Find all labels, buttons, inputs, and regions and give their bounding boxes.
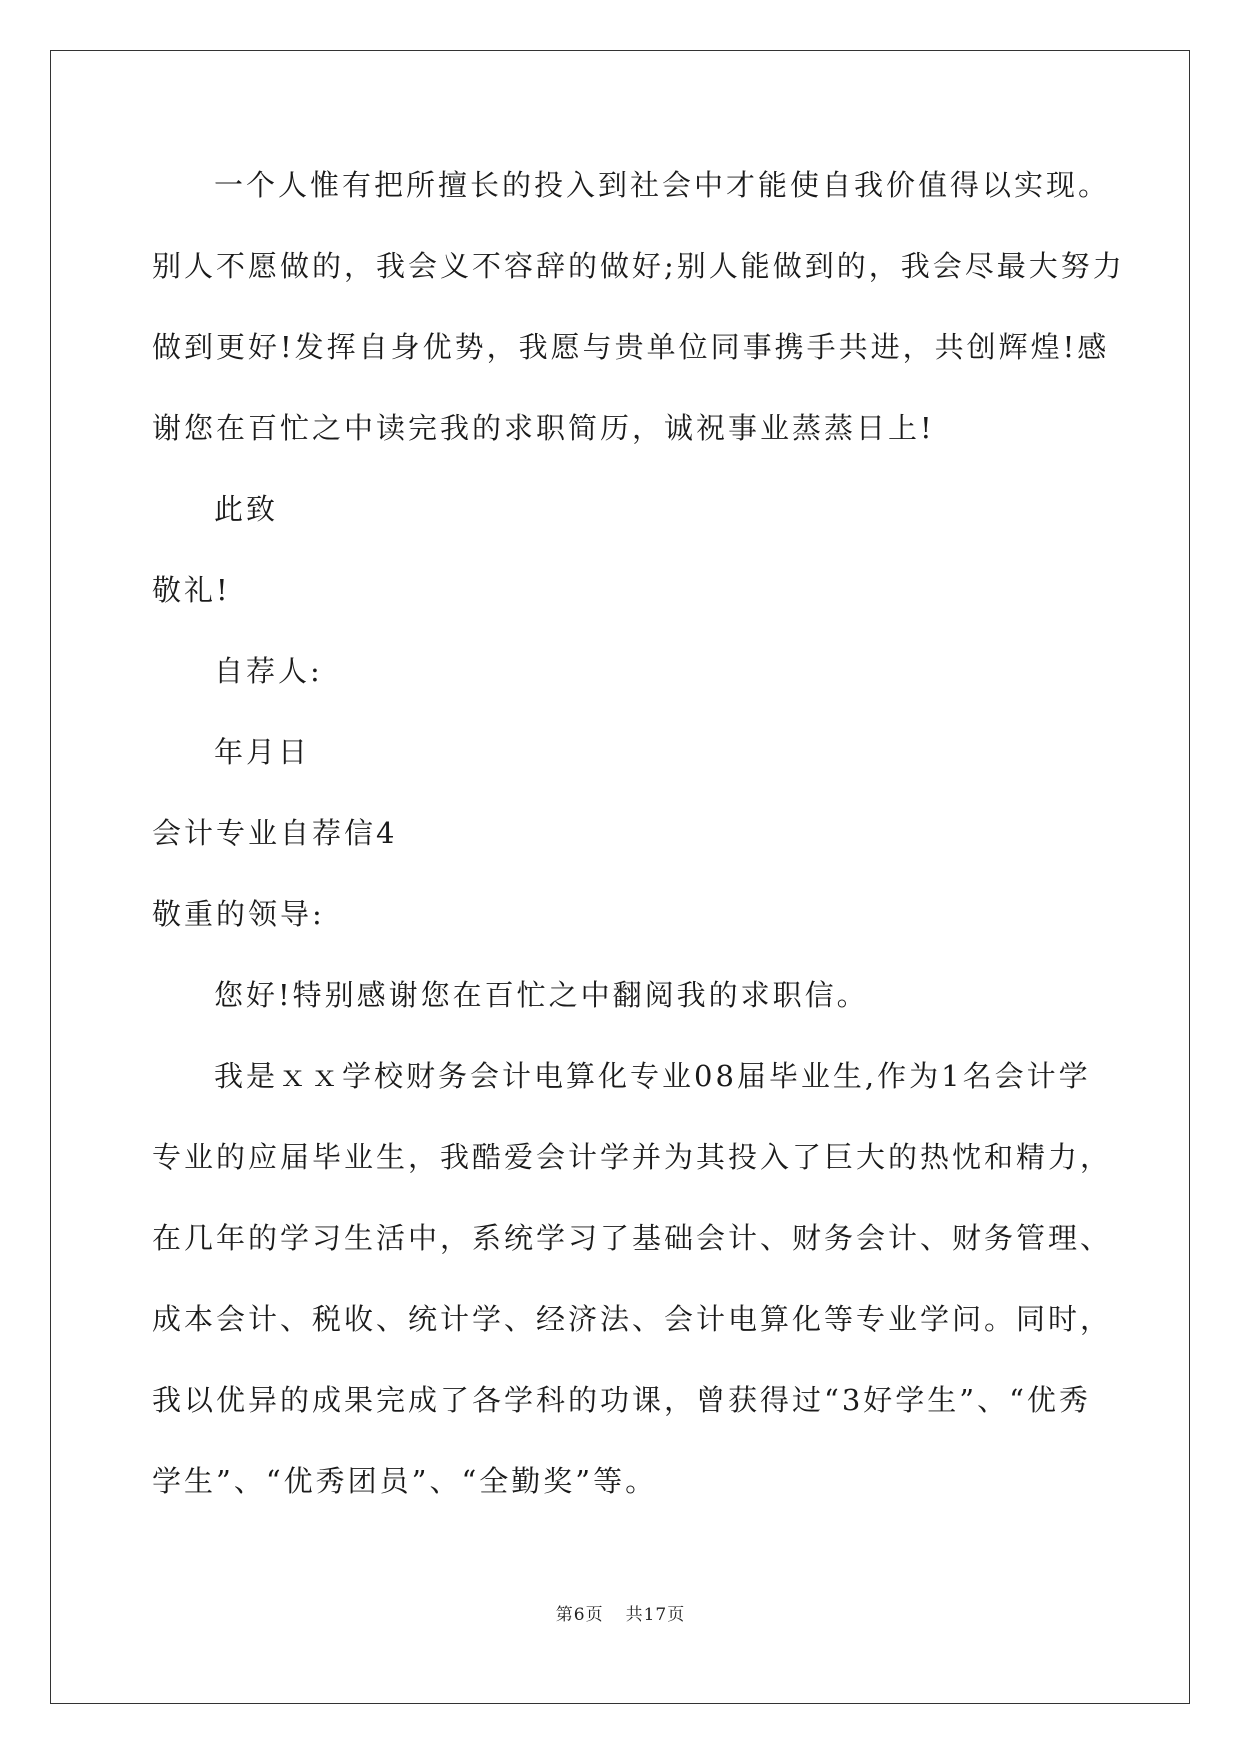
total-pages: 共17页 <box>625 1605 686 1625</box>
greeting: 敬重的领导: <box>152 897 325 931</box>
paragraph-line: 专业的应届毕业生，我酷爱会计学并为其投入了巨大的热忱和精力， <box>152 1140 1113 1174</box>
current-page: 第6页 <box>555 1605 604 1625</box>
letter-body <box>152 160 1125 1537</box>
paragraph-line: 成本会计、税收、统计学、经济法、会计电算化等专业学问。同时， <box>152 1302 1113 1336</box>
paragraph-line: 谢您在百忙之中读完我的求职简历，诚祝事业蒸蒸日上! <box>152 411 935 445</box>
closing-salutation: 此致 <box>214 492 279 526</box>
closing-regards: 敬礼! <box>152 573 231 607</box>
date-label: 年月日 <box>214 735 311 769</box>
paragraph-line: 做到更好!发挥自身优势，我愿与贵单位同事携手共进，共创辉煌!感 <box>152 330 1110 364</box>
paragraph-line: 别人不愿做的，我会义不容辞的做好;别人能做到的，我会尽最大努力 <box>152 249 1125 283</box>
section-title: 会计专业自荐信4 <box>152 816 398 850</box>
paragraph-line: 您好!特别感谢您在百忙之中翻阅我的求职信。 <box>214 978 869 1012</box>
paragraph-line: 我是ｘｘ学校财务会计电算化专业08届毕业生,作为1名会计学 <box>214 1059 1091 1093</box>
page-number-footer <box>0 1600 1241 1625</box>
paragraph-line: 我以优异的成果完成了各学科的功课，曾获得过“3好学生”、“优秀 <box>152 1383 1091 1417</box>
paragraph-line: 在几年的学习生活中，系统学习了基础会计、财务会计、财务管理、 <box>152 1221 1113 1255</box>
paragraph-line: 一个人惟有把所擅长的投入到社会中才能使自我价值得以实现。 <box>214 168 1111 202</box>
paragraph-line: 学生”、“优秀团员”、“全勤奖”等。 <box>152 1464 658 1498</box>
signature-label: 自荐人: <box>214 654 323 688</box>
